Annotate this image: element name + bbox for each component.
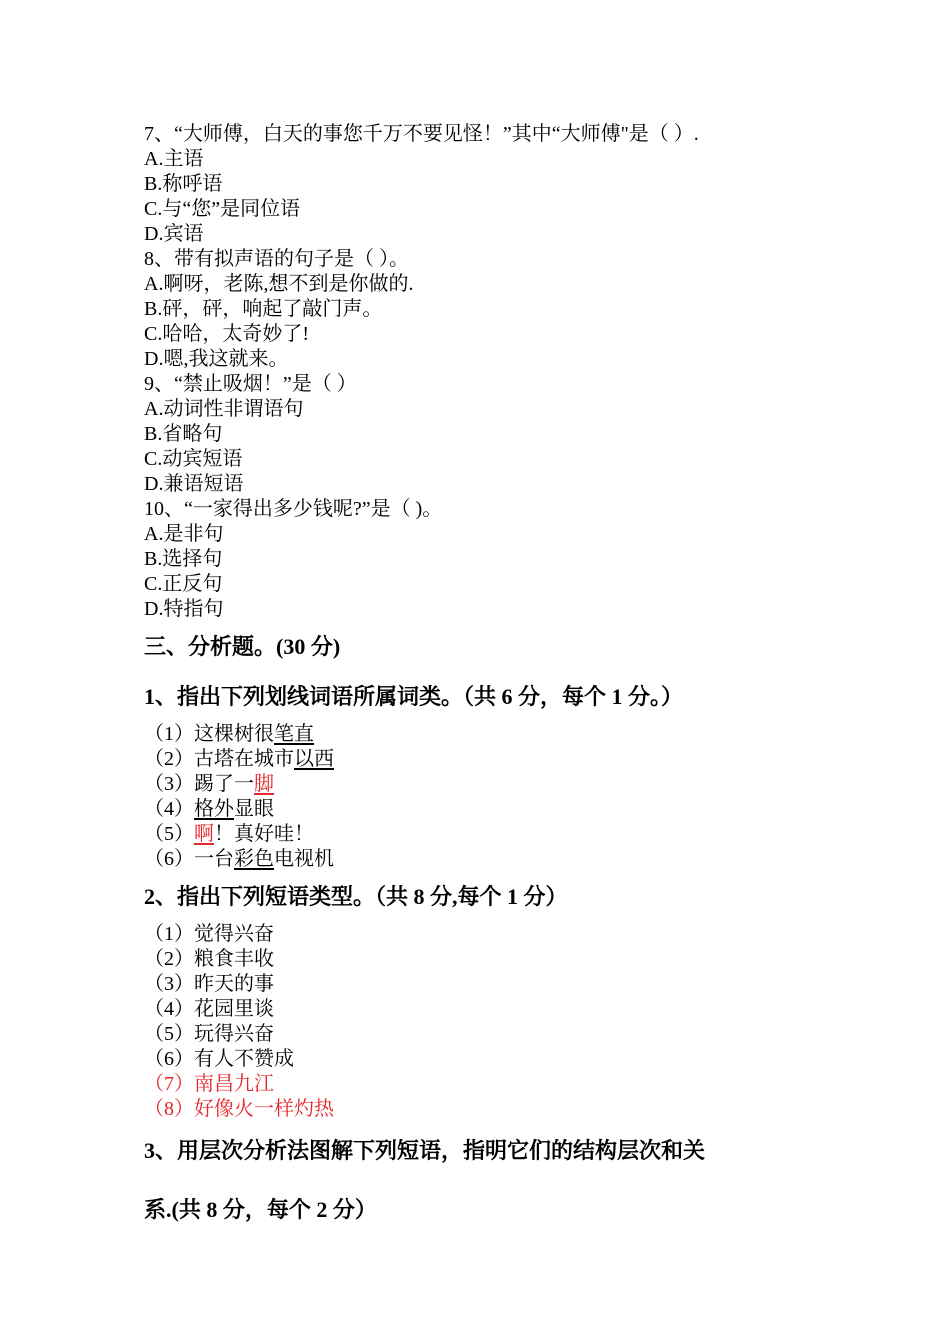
task1-item: [144, 822, 824, 847]
question-option: C.哈哈，太奇妙了!: [144, 323, 309, 345]
task2-heading: 2、指出下列短语类型。（共 8 分,每个 1 分）: [144, 884, 568, 909]
task2-item: （2）粮食丰收: [144, 948, 274, 970]
question-option: A.动词性非谓语句: [144, 398, 304, 420]
item-prefix: （4）: [144, 798, 194, 820]
question-stem: 9、“禁止吸烟！”是（ ）: [144, 373, 357, 395]
task1-item: [144, 747, 824, 772]
question-option: B.省略句: [144, 423, 223, 445]
item-prefix: （6）一台: [144, 848, 234, 870]
task1-heading: 1、指出下列划线词语所属词类。（共 6 分，每个 1 分。）: [144, 684, 684, 709]
question-option: B.砰，砰，响起了敲门声。: [144, 298, 383, 320]
question-option: D.特指句: [144, 598, 224, 620]
task2-item: （3）昨天的事: [144, 973, 274, 995]
task2-item: （8）好像火一样灼热: [144, 1098, 334, 1120]
item-suffix: ！真好哇！: [214, 823, 314, 845]
question-option: B.选择句: [144, 548, 223, 570]
underlined-word: 格外: [194, 798, 234, 820]
task2-item: （1）觉得兴奋: [144, 923, 274, 945]
question-stem: 8、带有拟声语的句子是（ ）。: [144, 248, 409, 270]
task2-item: （6）有人不赞成: [144, 1048, 294, 1070]
task2-item: （7）南昌九江: [144, 1073, 274, 1095]
question-option: C.与“您”是同位语: [144, 198, 301, 220]
underlined-word: 脚: [254, 773, 274, 795]
item-prefix: （1）这棵树很: [144, 723, 274, 745]
item-prefix: （5）: [144, 823, 194, 845]
question-option: A.啊呀，老陈,想不到是你做的.: [144, 273, 414, 295]
underlined-word: 笔直: [274, 723, 314, 745]
question-stem: 7、“大师傅，白天的事您千万不要见怪！”其中“大师傅"是（ ）.: [144, 123, 699, 145]
task1-item: [144, 722, 824, 747]
task1-list: [144, 722, 824, 872]
task1-item: [144, 797, 824, 822]
item-prefix: （2）古塔在城市: [144, 748, 294, 770]
section-heading: 三、分析题。(30 分): [144, 634, 341, 659]
document-content: [144, 122, 824, 1235]
task1-item: [144, 772, 824, 797]
item-suffix: 电视机: [274, 848, 334, 870]
question-option: A.是非句: [144, 523, 224, 545]
underlined-word: 彩色: [234, 848, 274, 870]
task3-heading-line1: 3、用层次分析法图解下列短语，指明它们的结构层次和关: [144, 1138, 706, 1163]
question-option: C.正反句: [144, 573, 223, 595]
item-prefix: （3）踢了一: [144, 773, 254, 795]
task2-item: （4）花园里谈: [144, 998, 274, 1020]
question-option: D.宾语: [144, 223, 204, 245]
task1-item: [144, 847, 824, 872]
question-option: D.嗯,我这就来。: [144, 348, 289, 370]
question-option: C.动宾短语: [144, 448, 243, 470]
task2-item: （5）玩得兴奋: [144, 1023, 274, 1045]
task3-heading-line2: 系.(共 8 分，每个 2 分）: [144, 1197, 377, 1222]
item-suffix: 显眼: [234, 798, 274, 820]
question-option: B.称呼语: [144, 173, 223, 195]
question-stem: 10、“一家得出多少钱呢?”是（ )。: [144, 498, 443, 520]
question-option: D.兼语短语: [144, 473, 244, 495]
underlined-word: 以西: [294, 748, 334, 770]
question-option: A.主语: [144, 148, 204, 170]
task2-list: [144, 922, 824, 1122]
underlined-word: 啊: [194, 823, 214, 845]
